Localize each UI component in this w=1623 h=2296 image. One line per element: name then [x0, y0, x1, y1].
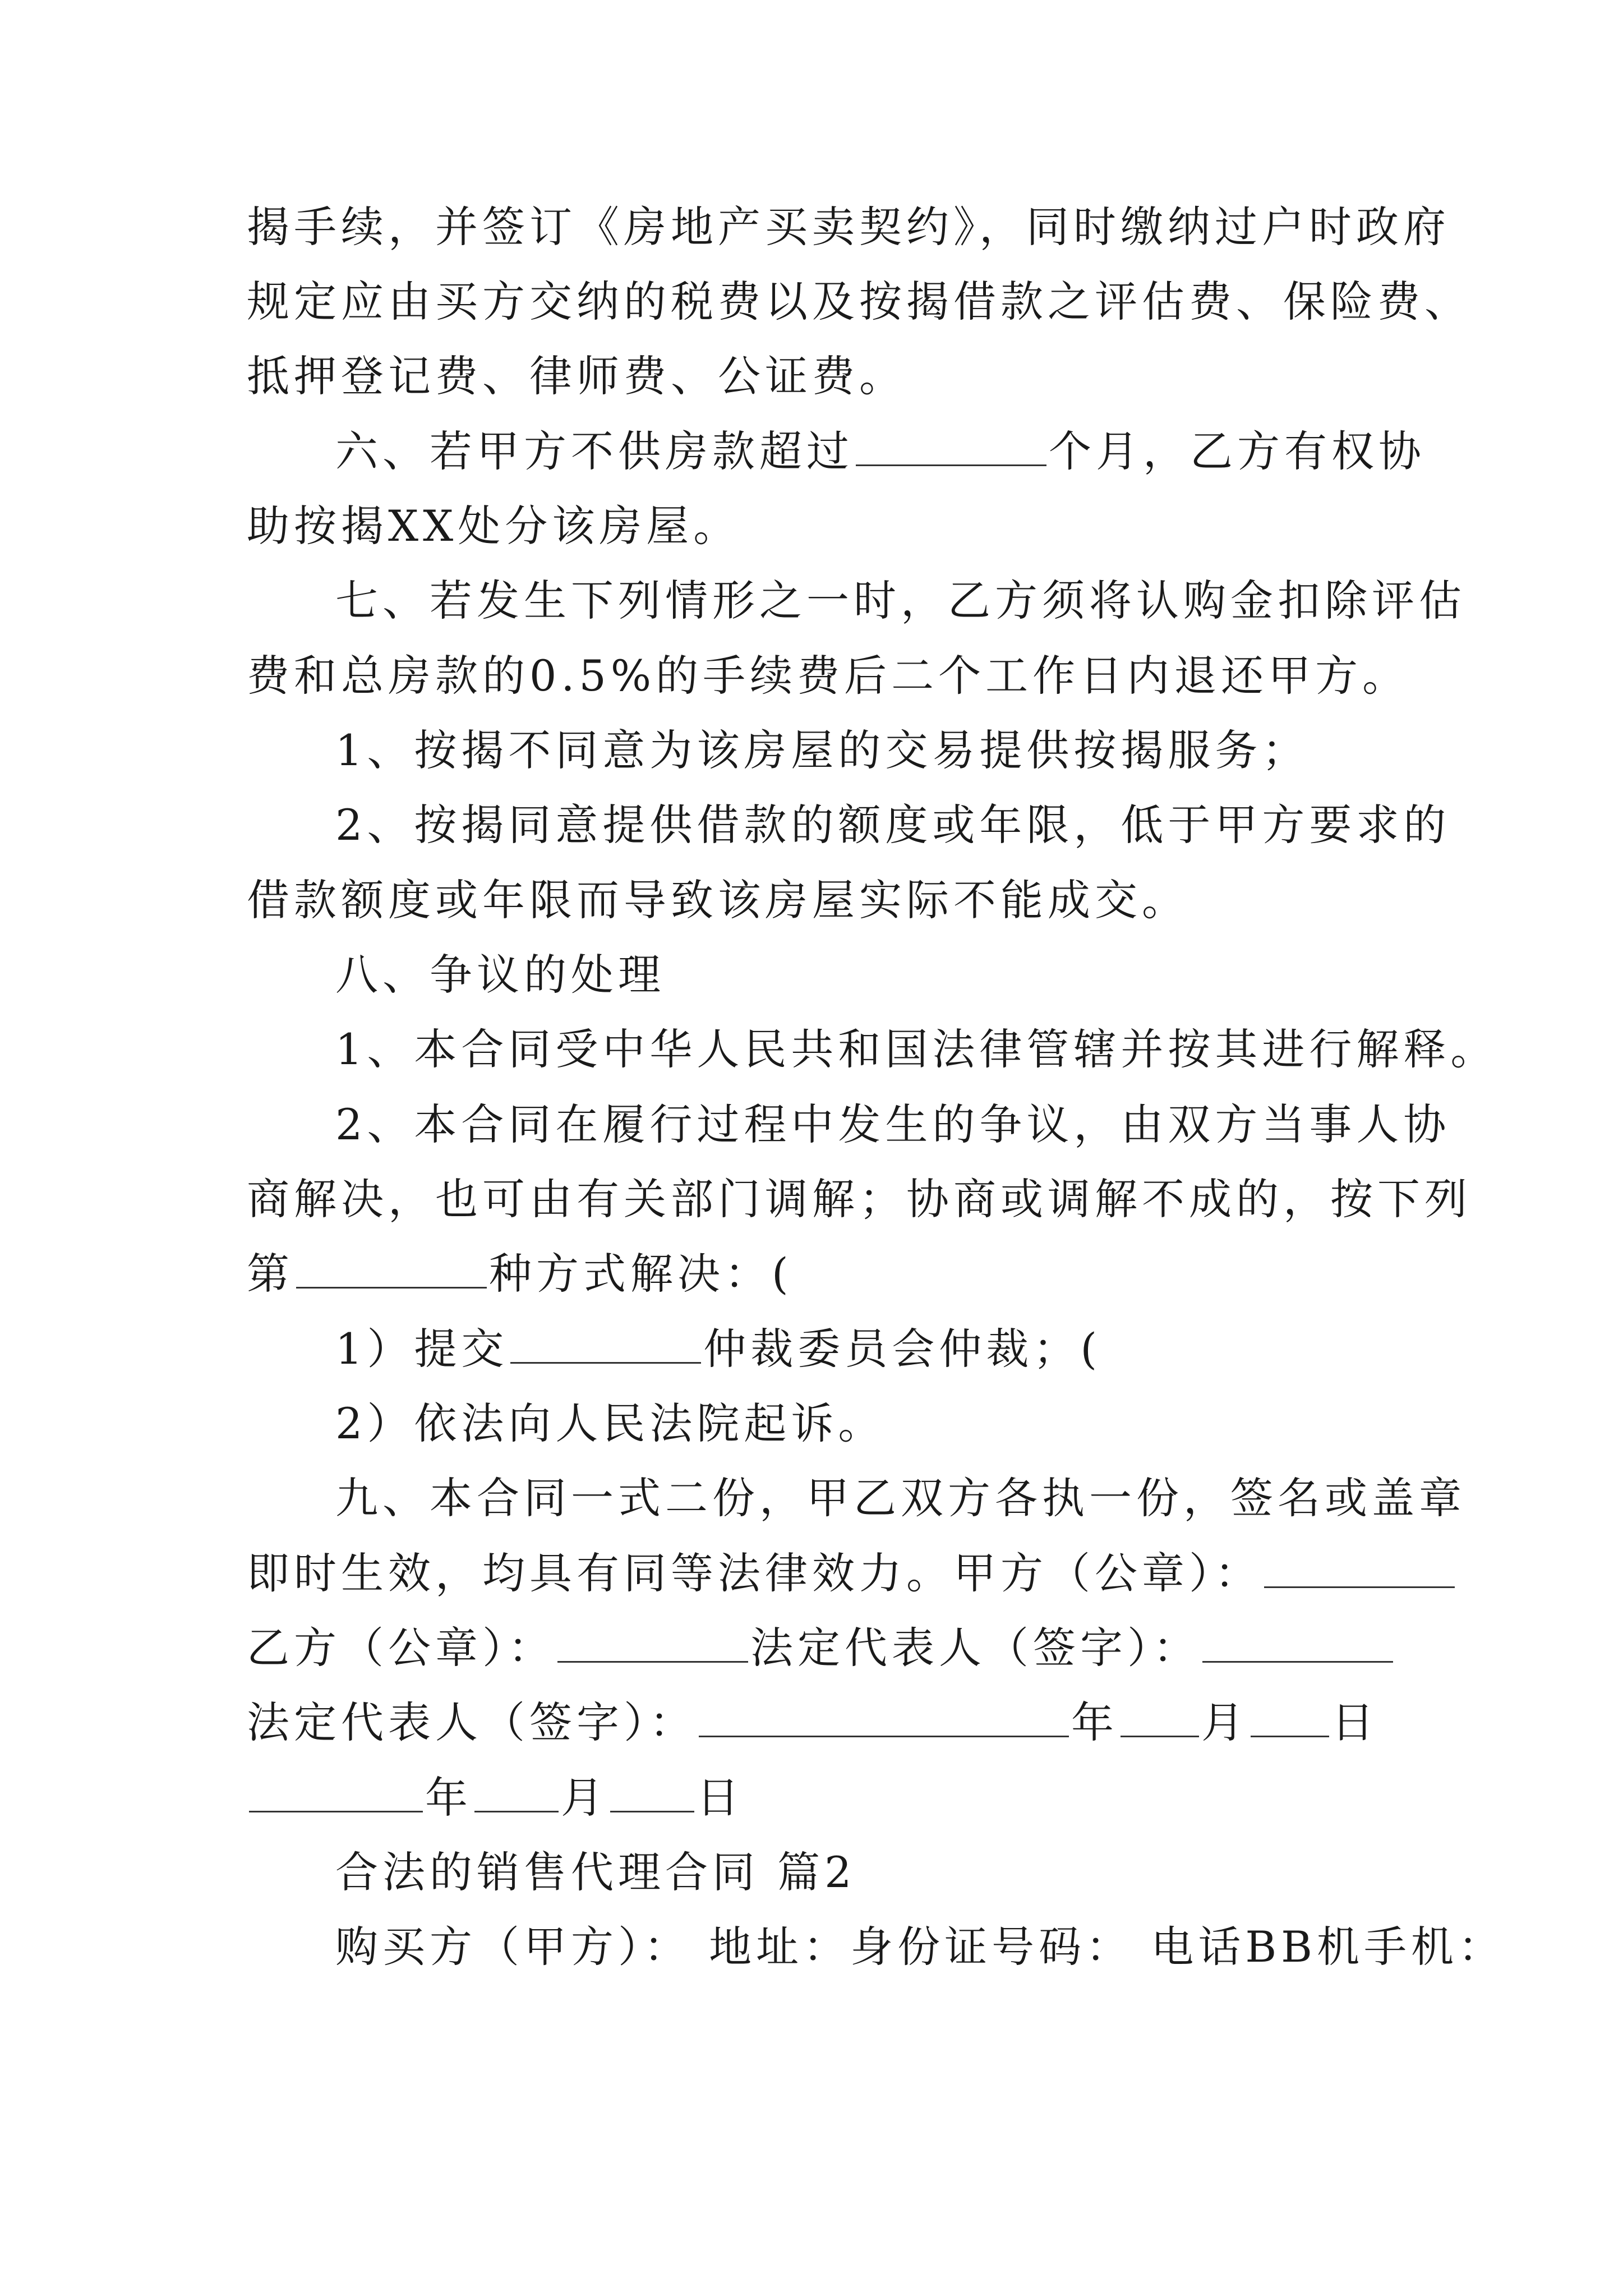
fill-blank-year[interactable] — [249, 1770, 423, 1812]
text: 商解决，也可由有关部门调解；协商或调解不成的，按下列 — [247, 1174, 1472, 1224]
fill-blank-rep-signature-2[interactable] — [699, 1695, 1069, 1737]
list-item — [335, 1019, 1497, 1080]
signature-line — [247, 1692, 1378, 1754]
fill-blank-months[interactable] — [856, 424, 1046, 466]
fill-blank-party-b-seal[interactable] — [557, 1621, 748, 1663]
fill-blank-arbitration[interactable] — [510, 1322, 701, 1364]
text: 抵押登记费、律师费、公证费。 — [247, 351, 906, 401]
text: 2）依法向人民法院起诉。 — [335, 1398, 886, 1448]
fill-blank-rep-signature[interactable] — [1202, 1621, 1393, 1663]
text: 借款额度或年限而导致该房屋实际不能成交。 — [247, 875, 1189, 925]
list-item — [335, 1318, 1101, 1380]
text: 合法的销售代理合同 篇2 — [335, 1847, 856, 1897]
section-title — [335, 1842, 856, 1903]
text: 1、本合同受中华人民共和国法律管辖并按其进行解释。 — [335, 1024, 1498, 1074]
text: 个月，乙方有权协 — [1049, 426, 1426, 476]
paragraph-line — [247, 271, 1472, 333]
text: 七、若发生下列情形之一时，乙方须将认购金扣除评估 — [335, 576, 1466, 625]
fill-blank-day[interactable] — [1251, 1695, 1329, 1737]
list-item — [335, 1393, 885, 1455]
text: 六、若甲方不供房款超过 — [335, 426, 854, 476]
paragraph-line — [247, 645, 1409, 707]
list-item — [335, 794, 1450, 856]
text: 日 — [697, 1773, 744, 1823]
text: 2、按揭同意提供借款的额度或年限，低于甲方要求的 — [335, 800, 1451, 850]
fill-blank-month-2[interactable] — [474, 1770, 559, 1812]
fill-blank-method[interactable] — [296, 1246, 487, 1289]
paragraph-line — [247, 346, 906, 407]
fill-blank-party-a-seal[interactable] — [1264, 1546, 1455, 1588]
text: 1、按揭不同意为该房屋的交易提供按揭服务； — [335, 725, 1310, 775]
paragraph-line — [247, 196, 1450, 258]
text: 助按揭XX处分该房屋。 — [247, 501, 741, 551]
list-item — [335, 1094, 1450, 1156]
section-heading — [335, 944, 665, 1006]
text: 乙方（公章）： — [247, 1623, 555, 1673]
paragraph-line — [247, 495, 740, 557]
paragraph-line — [335, 1916, 1505, 1978]
paragraph-line — [247, 869, 1189, 931]
text: 月 — [1201, 1697, 1248, 1747]
fill-blank-month[interactable] — [1121, 1695, 1199, 1737]
text: 九、本合同一式二份，甲乙双方各执一份，签名或盖章 — [335, 1473, 1466, 1523]
text: 揭手续，并签订《房地产买卖契约》，同时缴纳过户时政府 — [247, 202, 1450, 252]
text: 仲裁委员会仲裁；( — [703, 1324, 1102, 1374]
text: 2、本合同在履行过程中发生的争议，由双方当事人协 — [335, 1099, 1451, 1149]
text: 规定应由买方交纳的税费以及按揭借款之评估费、保险费、 — [247, 277, 1472, 326]
list-item — [335, 720, 1309, 781]
text: 年 — [1071, 1697, 1118, 1747]
text: 月 — [561, 1773, 608, 1823]
text: 法定代表人（签字）： — [750, 1623, 1200, 1673]
text: 购买方（甲方）： 地址：身份证号码： 电话BB机手机： — [335, 1922, 1506, 1972]
text: 年 — [425, 1773, 472, 1823]
text: 日 — [1331, 1697, 1378, 1747]
text: 即时生效，均具有同等法律效力。甲方（公章）： — [247, 1548, 1262, 1598]
clause-nine-line — [335, 1467, 1466, 1529]
text: 种方式解决：( — [489, 1249, 793, 1299]
clause-seven-line — [335, 570, 1466, 632]
text: 法定代表人（签字）： — [247, 1697, 697, 1747]
text: 费和总房款的0.5%的手续费后二个工作日内退还甲方。 — [247, 651, 1410, 701]
date-line — [247, 1767, 744, 1829]
clause-six-line — [335, 421, 1426, 482]
text: 1）提交 — [335, 1324, 509, 1374]
fill-blank-day-2[interactable] — [610, 1770, 694, 1812]
paragraph-line — [247, 1243, 793, 1305]
text: 八、争议的处理 — [335, 950, 665, 1000]
text: 第 — [247, 1249, 294, 1299]
paragraph-line — [247, 1168, 1472, 1230]
signature-line — [247, 1617, 1395, 1679]
signature-line — [247, 1543, 1457, 1604]
